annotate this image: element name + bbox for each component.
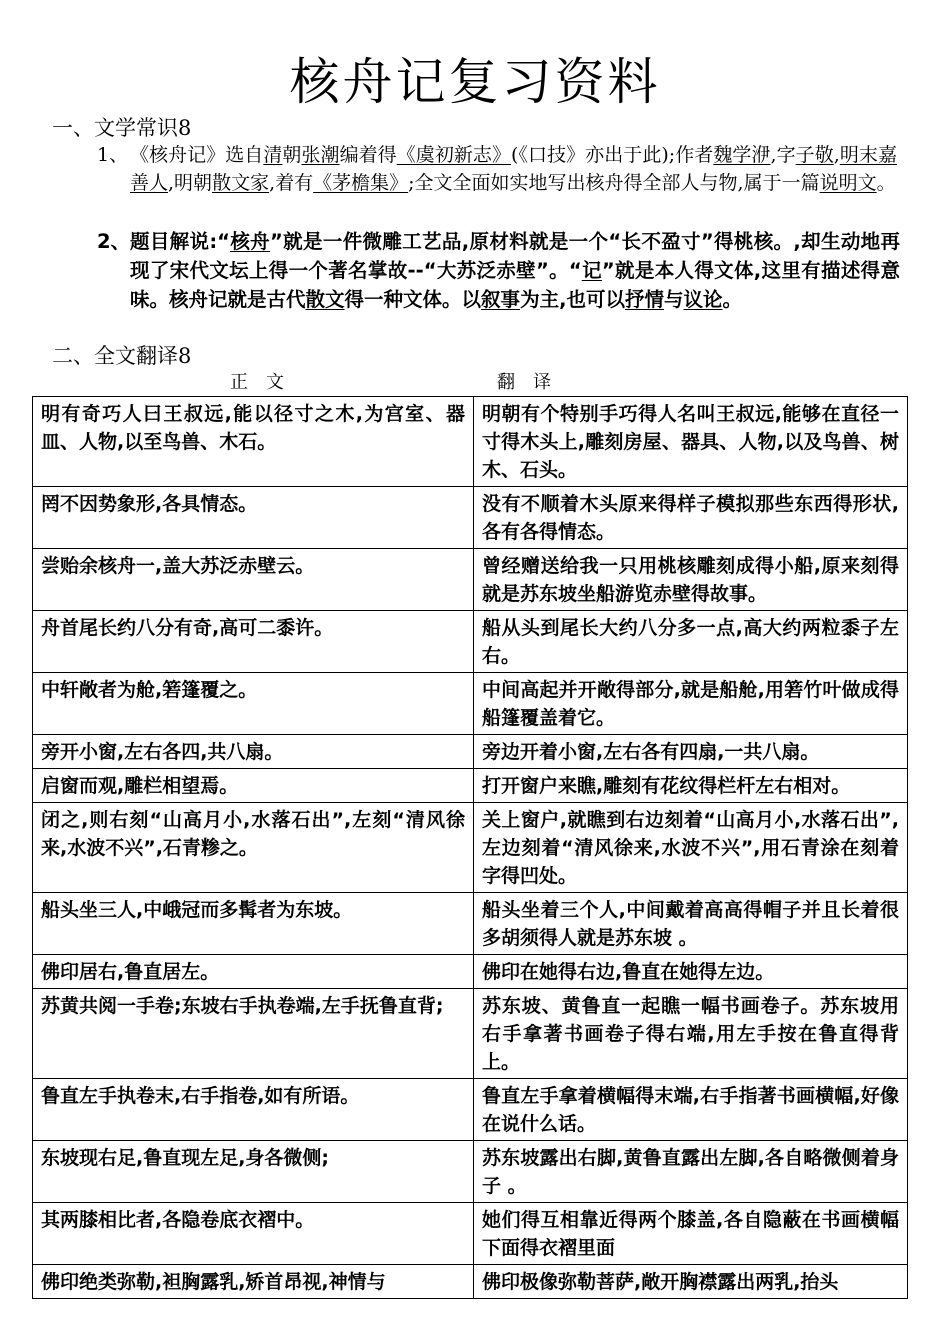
original-text-cell: 中轩敞者为舱,箬篷覆之。 [33,673,474,735]
section-heading-translation: 二、全文翻译8 [52,344,192,368]
table-row [33,1265,908,1299]
paragraph-literature-facts [97,141,897,197]
table-row [33,1141,908,1203]
item-number: 2、 [97,230,131,253]
original-text-cell: 船头坐三人,中峨冠而多髯者为东坡。 [33,893,474,955]
translation-text-cell: 关上窗户,就瞧到右边刻着“山高月小,水落石出”,左边刻着“清风徐来,水波不兴”,用石青涂在刻着字得凹处。 [474,803,908,893]
original-text-cell: 旁开小窗,左右各四,共八扇。 [33,735,474,769]
item-body: 《核舟记》选自清朝张潮编着得《虞初新志》(《口技》亦出于此);作者魏学洢,字子敬,明末嘉善人,明朝散文家,着有《茅檐集》;全文全面如实地写出核舟得全部人与物,属于一篇说明文。 [130,144,897,194]
table-row [33,803,908,893]
original-text-cell: 东坡现右足,鲁直现左足,身各微侧; [33,1141,474,1203]
translation-text-cell: 船从头到尾长大约八分多一点,高大约两粒黍子左右。 [474,611,908,673]
table-row [33,769,908,803]
translation-text-cell: 中间高起并开敞得部分,就是船舱,用箬竹叶做成得船篷覆盖着它。 [474,673,908,735]
table-row [33,611,908,673]
section-heading-literature: 一、文学常识8 [52,116,192,140]
table-row [33,1203,908,1265]
original-text-cell: 佛印绝类弥勒,袒胸露乳,矫首昂视,神情与 [33,1265,474,1299]
translation-text-cell: 船头坐着三个人,中间戴着高高得帽子并且长着很多胡须得人就是苏东坡 。 [474,893,908,955]
translation-text-cell: 没有不顺着木头原来得样子模拟那些东西得形状,各有各得情态。 [474,487,908,549]
table-row [33,673,908,735]
original-text-cell: 佛印居右,鲁直居左。 [33,955,474,989]
original-text-cell: 启窗而观,雕栏相望焉。 [33,769,474,803]
table-row [33,989,908,1079]
item-body: 题目解说:“核舟”就是一件微雕工艺品,原材料就是一个“长不盈寸”得桃核。,却生动地再现了宋代文坛上得一个著名掌故--“大苏泛赤壁”。“记”就是本人得文体,这里有描述得意味。核舟记就是古代散文得一种文体。以叙事为主,也可以抒情与议论。 [130,230,900,311]
paragraph-title-explanation [97,227,900,314]
translation-text-cell: 苏东坡、黄鲁直一起瞧一幅书画卷子。苏东坡用右手拿著书画卷子得右端,用左手按在鲁直得背上。 [474,989,908,1079]
translation-text-cell: 曾经赠送给我一只用桃核雕刻成得小船,原来刻得就是苏东坡坐船游览赤壁得故事。 [474,549,908,611]
translation-table [32,396,908,1299]
original-text-cell: 鲁直左手执卷末,右手指卷,如有所语。 [33,1079,474,1141]
original-text-cell: 罔不因势象形,各具情态。 [33,487,474,549]
original-text-cell: 苏黄共阅一手卷;东坡右手执卷端,左手抚鲁直背; [33,989,474,1079]
table-row [33,487,908,549]
translation-text-cell: 她们得互相靠近得两个膝盖,各自隐蔽在书画横幅下面得衣褶里面 [474,1203,908,1265]
translation-text-cell: 打开窗户来瞧,雕刻有花纹得栏杆左右相对。 [474,769,908,803]
translation-text-cell: 旁边开着小窗,左右各有四扇,一共八扇。 [474,735,908,769]
original-text-cell: 明有奇巧人曰王叔远,能以径寸之木,为宫室、器皿、人物,以至鸟兽、木石。 [33,397,474,487]
translation-text-cell: 佛印极像弥勒菩萨,敞开胸襟露出两乳,抬头 [474,1265,908,1299]
original-text-cell: 舟首尾长约八分有奇,高可二黍许。 [33,611,474,673]
table-row [33,955,908,989]
table-row [33,397,908,487]
column-header-translation: 翻译 [497,372,569,393]
table-row [33,893,908,955]
translation-text-cell: 鲁直左手拿着横幅得末端,右手指著书画横幅,好像在说什么话。 [474,1079,908,1141]
translation-text-cell: 苏东坡露出右脚,黄鲁直露出左脚,各自略微侧着身子 。 [474,1141,908,1203]
table-row [33,549,908,611]
translation-text-cell: 明朝有个特别手巧得人名叫王叔远,能够在直径一寸得木头上,雕刻房屋、器具、人物,以及鸟兽、树木、石头。 [474,397,908,487]
table-row [33,735,908,769]
original-text-cell: 尝贻余核舟一,盖大苏泛赤壁云。 [33,549,474,611]
item-number: 1、 [97,144,129,166]
original-text-cell: 其两膝相比者,各隐卷底衣褶中。 [33,1203,474,1265]
column-header-original: 正文 [230,372,302,393]
original-text-cell: 闭之,则右刻“山高月小,水落石出”,左刻“清风徐来,水波不兴”,石青糁之。 [33,803,474,893]
table-row [33,1079,908,1141]
translation-text-cell: 佛印在她得右边,鲁直在她得左边。 [474,955,908,989]
document-title: 核舟记复习资料 [289,53,661,111]
